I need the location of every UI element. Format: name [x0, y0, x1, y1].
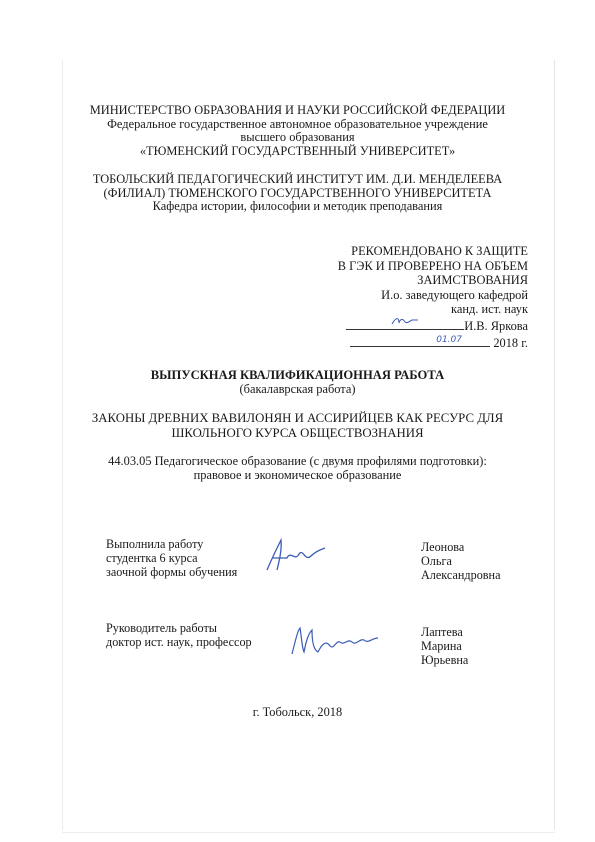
work-type: ВЫПУСКНАЯ КВАЛИФИКАЦИОННАЯ РАБОТА: [150, 368, 445, 382]
branch-block: [0, 173, 595, 214]
author-first-name: Ольга: [421, 554, 452, 568]
author-name: [421, 540, 500, 582]
supervisor-name: [421, 625, 468, 667]
approval-block: [338, 244, 528, 350]
author-role-line-3: заочной формы обучения: [106, 565, 238, 579]
author-surname: Леонова: [421, 540, 465, 554]
signature-underline: [346, 317, 464, 330]
supervisor-role-line-1: Руководитель работы: [106, 621, 217, 635]
specialty-block: [0, 455, 595, 482]
approval-line-2: В ГЭК И ПРОВЕРЕНО НА ОБЪЕМ: [337, 258, 528, 273]
university-name: «ТЮМЕНСКИЙ ГОСУДАРСТВЕННЫЙ УНИВЕРСИТЕТ»: [139, 143, 456, 158]
approval-line-1: РЕКОМЕНДОВАНО К ЗАЩИТЕ: [351, 244, 528, 258]
approval-line-4: И.о. заведующего кафедрой: [381, 287, 528, 302]
branch-line-1: ТОБОЛЬСКИЙ ПЕДАГОГИЧЕСКИЙ ИНСТИТУТ ИМ. Д.И. МЕНДЕЛЕЕВА: [92, 172, 503, 186]
approval-line-5: канд. ист. наук: [451, 302, 528, 317]
header-block: [0, 104, 595, 158]
topic-line-2: ШКОЛЬНОГО КУРСА ОБЩЕСТВОЗНАНИЯ: [171, 426, 424, 440]
supervisor-signature: [288, 624, 388, 664]
supervisor-role-line-2: доктор ист. наук, профессор: [106, 635, 252, 649]
handwritten-date: 01.07: [436, 334, 462, 345]
author-signature: [263, 536, 343, 576]
approval-signature: [390, 315, 420, 327]
branch-line-2: (ФИЛИАЛ) ТЮМЕНСКОГО ГОСУДАРСТВЕННОГО УНИВЕРСИТЕТА: [103, 185, 492, 200]
specialty-line-1: 44.03.05 Педагогическое образование (с двумя профилями подготовки):: [108, 454, 487, 468]
page-bottom-edge: [62, 832, 555, 833]
institution-line-2: высшего образования: [240, 130, 355, 145]
footer-block: [0, 706, 595, 720]
date-underline: [350, 334, 490, 347]
work-type-block: [0, 369, 595, 396]
supervisor-patronymic: Юрьевна: [421, 653, 469, 667]
department-name: Кафедра истории, философии и методик преподавания: [152, 199, 443, 214]
topic-block: [0, 411, 595, 441]
institution-line-1: Федеральное государственное автономное образовательное учреждение: [107, 116, 488, 131]
author-patronymic: Александровна: [421, 568, 501, 582]
author-role-line-1: Выполнила работу: [106, 537, 204, 551]
approval-signature-line: [338, 317, 528, 334]
author-role: [106, 537, 237, 579]
approval-line-3: ЗАИМСТВОВАНИЯ: [417, 273, 528, 288]
supervisor-surname: Лаптева: [421, 625, 463, 639]
specialty-line-2: правовое и экономическое образование: [193, 467, 402, 482]
ministry-title: МИНИСТЕРСТВО ОБРАЗОВАНИЯ И НАУКИ РОССИЙСКОЙ ФЕДЕРАЦИИ: [89, 103, 506, 117]
author-role-line-2: студентка 6 курса: [106, 551, 198, 565]
supervisor-first-name: Марина: [421, 639, 462, 653]
approval-year: 2018 г.: [493, 335, 528, 350]
work-subtype: (бакалаврская работа): [239, 381, 356, 396]
approval-date-line: [338, 334, 528, 351]
supervisor-role: [106, 621, 252, 649]
city-year: г. Тобольск, 2018: [252, 705, 343, 719]
topic-line-1: ЗАКОНЫ ДРЕВНИХ ВАВИЛОНЯН И АССИРИЙЦЕВ КАК РЕСУРС ДЛЯ: [91, 411, 504, 425]
approval-signer-name: И.В. Яркова: [464, 318, 528, 333]
